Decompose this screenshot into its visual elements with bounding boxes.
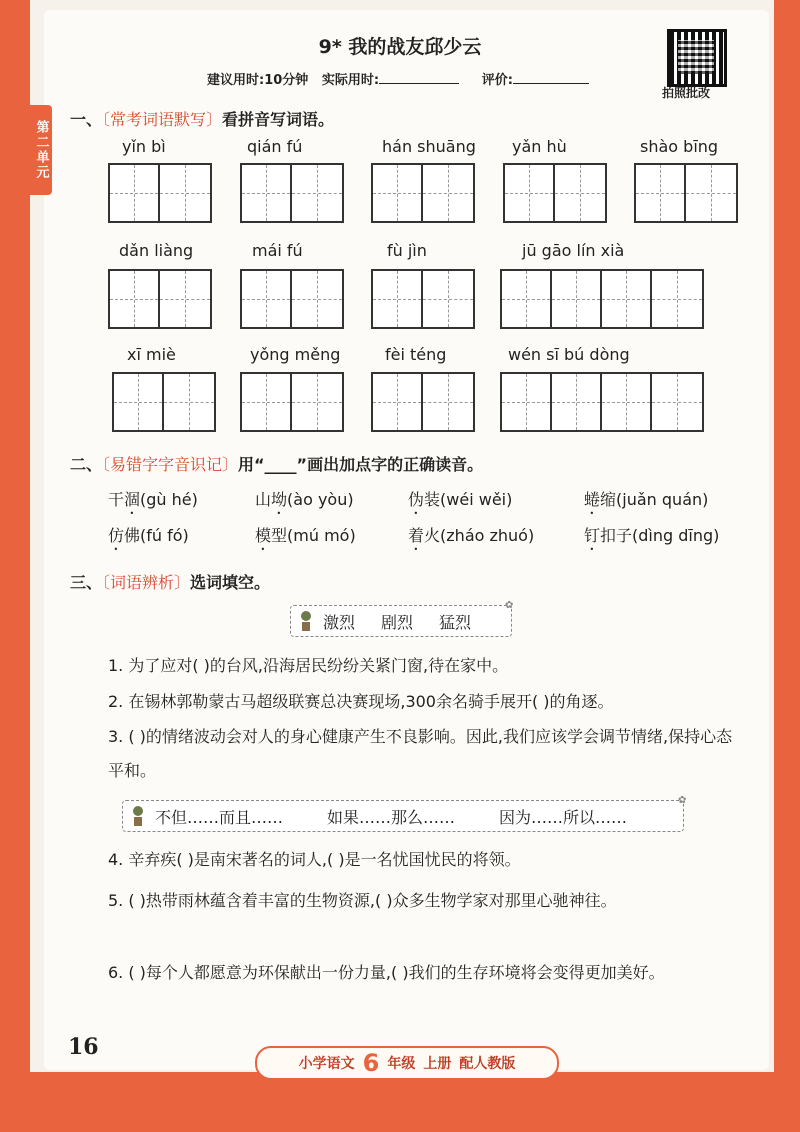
question-sentence[interactable]: 6. ( )每个人都愿意为环保献出一份力量,( )我们的生存环境将会变得更加美好。: [108, 963, 665, 982]
section3-heading: [70, 570, 270, 593]
actual-time-label: 实际用时:: [321, 73, 380, 88]
section1-heading: [70, 107, 334, 130]
question-sentence[interactable]: 3. ( )的情绪波动会对人的身心健康产生不良影响。因此,我们应该学会调节情绪,保持心态平和。: [108, 727, 733, 780]
section3-number: 三、: [70, 573, 103, 592]
word-option: 剧烈: [381, 612, 414, 632]
writing-grid[interactable]: [240, 269, 344, 329]
unit-tab: 第二单元: [30, 105, 52, 195]
section3-tag: 〔词语辨析〕: [102, 573, 191, 592]
pinyin-label: yǐn bì: [122, 137, 166, 156]
section3-instruction: 选词填空。: [190, 573, 271, 592]
section1-tag: 〔常考词语默写〕: [102, 110, 223, 129]
writing-grid[interactable]: [240, 372, 344, 432]
word-option: 猛烈: [439, 612, 472, 632]
evaluation-blank[interactable]: [513, 83, 589, 84]
pronunciation-item[interactable]: 干涸(gù hé): [108, 490, 198, 509]
footer-label: [255, 1046, 559, 1080]
pronunciation-item[interactable]: 着火(zháo zhuó): [408, 526, 535, 545]
left-border: [0, 0, 30, 1132]
pinyin-label: wén sī bú dòng: [508, 345, 630, 364]
actual-time-blank[interactable]: [379, 83, 459, 84]
bottom-border: [0, 1072, 800, 1132]
conjunction-option: 如果……那么……: [327, 807, 456, 827]
pronunciation-item[interactable]: 伪装(wéi wěi): [408, 490, 513, 509]
section1-number: 一、: [70, 110, 103, 129]
footer-grade-label: 年级: [387, 1056, 416, 1072]
writing-grid[interactable]: [112, 372, 216, 432]
word-choice-box-1: [290, 605, 512, 637]
pinyin-label: qián fú: [247, 137, 303, 156]
section2-number: 二、: [70, 455, 103, 474]
right-border: [774, 0, 800, 1132]
page-number: 16: [68, 1034, 99, 1060]
writing-grid[interactable]: [240, 163, 344, 223]
pinyin-label: xī miè: [127, 345, 176, 364]
writing-grid[interactable]: [500, 269, 704, 329]
flower-icon: ✿: [678, 795, 687, 806]
writing-grid[interactable]: [371, 163, 475, 223]
writing-grid[interactable]: [371, 269, 475, 329]
suggested-time: 建议用时:10分钟: [207, 73, 309, 88]
section2-instruction: 用“____”画出加点字的正确读音。: [238, 455, 484, 474]
pronunciation-item[interactable]: 仿佛(fú fó): [108, 526, 189, 545]
footer-term: 上册: [423, 1056, 452, 1072]
pinyin-label: shào bīng: [640, 137, 719, 156]
word-choice-box-2: [122, 800, 684, 832]
writing-grid[interactable]: [108, 269, 212, 329]
pronunciation-item[interactable]: 蜷缩(juǎn quán): [584, 490, 709, 509]
question-sentence[interactable]: 4. 辛弃疾( )是南宋著名的词人,( )是一名忧国忧民的将领。: [108, 850, 521, 869]
pinyin-label: yǒng měng: [250, 345, 341, 364]
pinyin-label: jū gāo lín xià: [522, 241, 625, 260]
pronunciation-item[interactable]: 钉扣子(dìng dīng): [584, 526, 720, 545]
meta-line: [207, 69, 589, 88]
writing-grid[interactable]: [371, 372, 475, 432]
flower-icon: ✿: [505, 600, 514, 611]
plant-icon: [131, 806, 145, 826]
question-sentence[interactable]: 5. ( )热带雨林蕴含着丰富的生物资源,( )众多生物学家对那里心驰神往。: [108, 891, 617, 910]
page-title: 9* 我的战友邱少云: [318, 36, 482, 58]
footer-subject: 小学语文: [298, 1056, 355, 1072]
qr-label: 拍照批改: [662, 86, 711, 100]
pinyin-label: dǎn liàng: [119, 241, 194, 260]
footer-grade-number: 6: [362, 1049, 380, 1077]
footer-edition: 配人教版: [459, 1056, 516, 1072]
section1-instruction: 看拼音写词语。: [222, 110, 335, 129]
writing-grid[interactable]: [108, 163, 212, 223]
question-sentence[interactable]: 2. 在锡林郭勒蒙古马超级联赛总决赛现场,300余名骑手展开( )的角逐。: [108, 692, 614, 711]
question-sentence[interactable]: 1. 为了应对( )的台风,沿海居民纷纷关紧门窗,待在家中。: [108, 656, 509, 675]
pinyin-label: mái fú: [252, 241, 303, 260]
writing-grid[interactable]: [503, 163, 607, 223]
section2-heading: [70, 452, 483, 475]
evaluation-label: 评价:: [481, 73, 513, 88]
section2-tag: 〔易错字字音识记〕: [102, 455, 239, 474]
conjunction-option: 因为……所以……: [499, 807, 628, 827]
qr-code-icon[interactable]: [667, 29, 727, 87]
plant-icon: [299, 611, 313, 631]
pronunciation-item[interactable]: 模型(mú mó): [255, 526, 356, 545]
writing-grid[interactable]: [500, 372, 704, 432]
conjunction-option: 不但……而且……: [155, 807, 284, 827]
word-option: 激烈: [323, 612, 356, 632]
pinyin-label: fù jìn: [387, 241, 427, 260]
pinyin-label: fèi téng: [385, 345, 447, 364]
pinyin-label: hán shuāng: [382, 137, 476, 156]
writing-grid[interactable]: [634, 163, 738, 223]
pronunciation-item[interactable]: 山坳(ào yòu): [255, 490, 354, 509]
pinyin-label: yǎn hù: [512, 137, 567, 156]
